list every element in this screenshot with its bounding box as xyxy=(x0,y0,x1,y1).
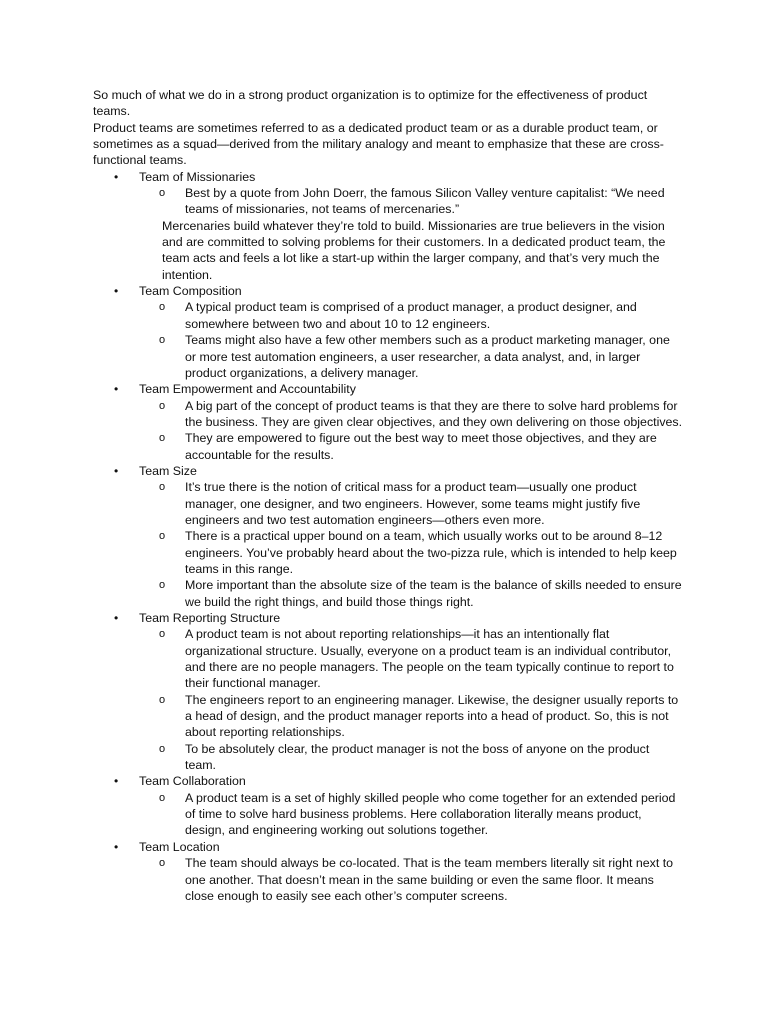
circle-bullet-icon: o xyxy=(159,301,166,314)
list-item xyxy=(139,790,683,839)
section-team-empowerment xyxy=(93,381,683,463)
intro-paragraph: So much of what we do in a strong product organization is to optimize for the effectiveness of product teams. xyxy=(93,88,648,119)
circle-bullet-icon: o xyxy=(159,742,166,755)
section-team-of-missionaries xyxy=(93,169,683,283)
list-item-text: More important than the absolute size of the team is the balance of skills needed to ensure we build the right things, and build those things right. xyxy=(185,578,682,609)
list-item xyxy=(139,299,683,332)
bullet-icon: • xyxy=(114,382,119,397)
section-list xyxy=(93,169,683,904)
sub-list xyxy=(139,299,683,381)
circle-bullet-icon: o xyxy=(159,334,166,347)
list-item xyxy=(139,692,683,741)
list-item xyxy=(139,626,683,691)
list-item xyxy=(139,855,683,904)
circle-bullet-icon: o xyxy=(159,579,166,592)
sub-list xyxy=(139,479,683,610)
circle-bullet-icon: o xyxy=(159,857,166,870)
section-title: Team Location xyxy=(139,839,220,854)
circle-bullet-icon: o xyxy=(159,791,166,804)
section-title: Team Size xyxy=(139,463,197,478)
sub-list xyxy=(139,855,683,904)
circle-bullet-icon: o xyxy=(159,530,166,543)
circle-bullet-icon: o xyxy=(159,628,166,641)
bullet-icon: • xyxy=(114,463,119,478)
section-team-location xyxy=(93,839,683,904)
section-title: Team Composition xyxy=(139,284,242,299)
circle-bullet-icon: o xyxy=(159,481,166,494)
list-item-text: A product team is not about reporting relationships—it has an intentionally flat organizational structure. Usually, everyone on a product team is an individual contributor, and there are no people managers. The people on the team typically continue to report to their functional manager. xyxy=(185,627,674,691)
list-item xyxy=(139,577,683,610)
circle-bullet-icon: o xyxy=(159,399,166,412)
list-item-text: It’s true there is the notion of critical mass for a product team—usually one product manager, one designer, and two engineers. However, some teams might justify five engineers and two test automation engineers—others even more. xyxy=(185,480,641,527)
list-item xyxy=(139,479,683,528)
document-body xyxy=(93,87,683,904)
circle-bullet-icon: o xyxy=(159,432,166,445)
section-title: Team Empowerment and Accountability xyxy=(139,382,356,397)
section-team-reporting-structure xyxy=(93,610,683,773)
list-item xyxy=(139,398,683,431)
bullet-icon: • xyxy=(114,839,119,854)
section-team-size xyxy=(93,463,683,610)
section-note: Mercenaries build whatever they’re told to build. Missionaries are true believers in the vision and are committed to solving problems for their customers. In a dedicated product team, the team acts and feels a lot like a start-up within the larger company, and that’s very much the intention. xyxy=(162,218,666,282)
list-item xyxy=(139,741,683,774)
list-item-text: A big part of the concept of product teams is that they are there to solve hard problems for the business. They are given clear objectives, and they own delivering on those objectives. xyxy=(185,398,683,429)
sub-list xyxy=(139,185,683,218)
bullet-icon: • xyxy=(114,169,119,184)
bullet-icon: • xyxy=(114,611,119,625)
sub-list xyxy=(139,790,683,839)
list-item-text: A product team is a set of highly skilled people who come together for an extended period of time to solve hard business problems. Here collaboration literally means product, design, and engineering working out solutions together. xyxy=(185,790,676,838)
section-title: Team Reporting Structure xyxy=(139,611,281,625)
section-title: Team of Missionaries xyxy=(139,169,256,184)
list-item-text: There is a practical upper bound on a team, which usually works out to be around 8–12 engineers. You’ve probably heard about the two-pizza rule, which is intended to help keep teams in this range. xyxy=(185,529,677,576)
list-item-text: The engineers report to an engineering manager. Likewise, the designer usually reports to a head of design, and the product manager reports into a head of product. So, this is not about reporting relationships. xyxy=(185,692,679,740)
bullet-icon: • xyxy=(114,284,119,299)
list-item xyxy=(139,430,683,463)
section-team-composition xyxy=(93,283,683,381)
sub-list xyxy=(139,626,683,773)
section-title: Team Collaboration xyxy=(139,774,246,789)
list-item xyxy=(139,332,683,381)
circle-bullet-icon: o xyxy=(159,187,166,200)
sub-list xyxy=(139,398,683,463)
list-item-text: Best by a quote from John Doerr, the famous Silicon Valley venture capitalist: “We need teams of missionaries, not teams of mercenaries.” xyxy=(185,186,665,217)
circle-bullet-icon: o xyxy=(159,693,166,706)
list-item-text: The team should always be co-located. That is the team members literally sit right next to one another. That doesn’t mean in the same building or even the same floor. It means close enough to easily see each other’s computer screens. xyxy=(185,856,674,903)
bullet-icon: • xyxy=(114,774,119,789)
list-item xyxy=(139,528,683,577)
list-item-text: They are empowered to figure out the best way to meet those objectives, and they are accountable for the results. xyxy=(185,431,657,462)
intro-paragraph: Product teams are sometimes referred to as a dedicated product team or as a durable product team, or sometimes as a squad—derived from the military analogy and meant to emphasize that these are cross-functional teams. xyxy=(93,120,664,168)
list-item-text: Teams might also have a few other members such as a product marketing manager, one or more test automation engineers, a user researcher, a data analyst, and, in larger product organizations, a delivery manager. xyxy=(185,333,670,380)
list-item-text: A typical product team is comprised of a product manager, a product designer, and somewhere between two and about 10 to 12 engineers. xyxy=(185,300,637,331)
list-item xyxy=(139,185,683,218)
list-item-text: To be absolutely clear, the product manager is not the boss of anyone on the product team. xyxy=(185,741,650,773)
section-team-collaboration xyxy=(93,773,683,838)
